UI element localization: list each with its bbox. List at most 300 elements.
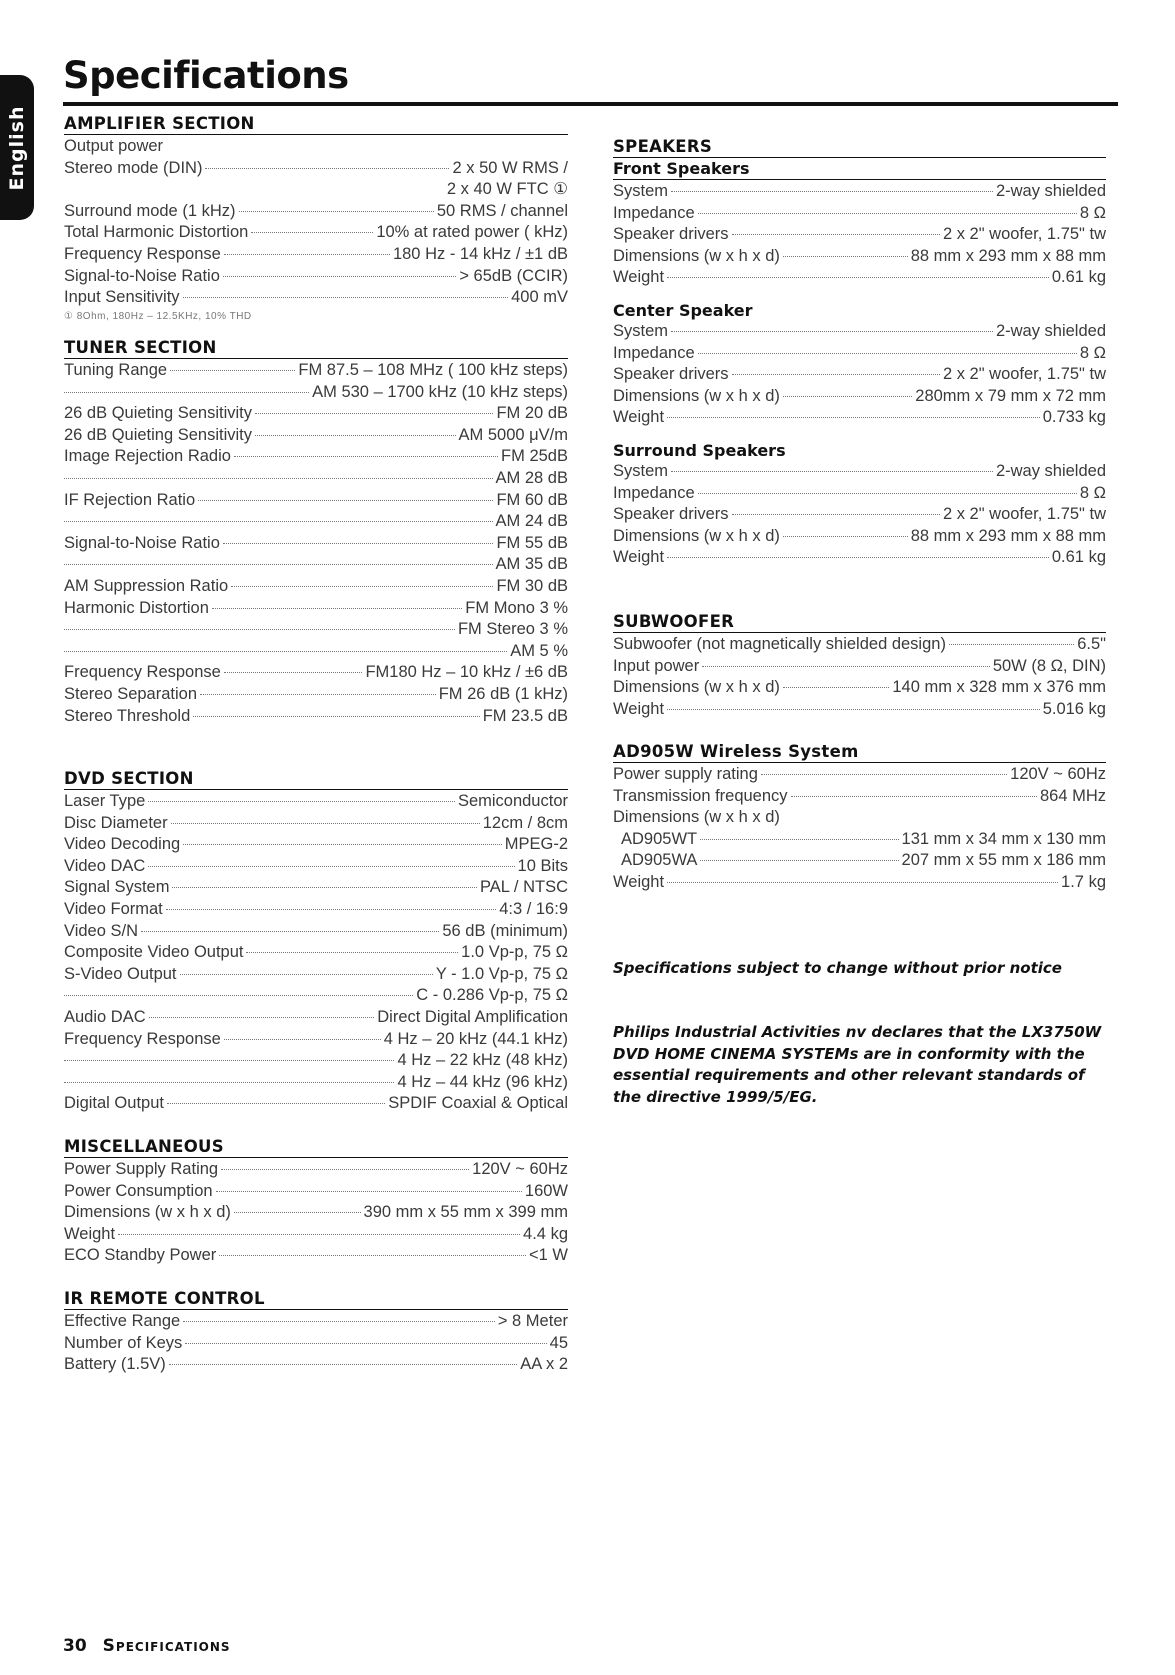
dot-leader bbox=[246, 952, 458, 953]
dot-leader bbox=[148, 866, 514, 867]
spec-label: Video Decoding bbox=[64, 835, 181, 854]
dot-leader bbox=[949, 644, 1074, 645]
spec-row bbox=[64, 158, 568, 180]
spec-row bbox=[64, 834, 568, 856]
spec-label: Signal System bbox=[64, 878, 170, 897]
spec-label: Tuning Range bbox=[64, 361, 168, 379]
dot-leader bbox=[732, 514, 940, 515]
spec-value: AM 35 dB bbox=[495, 555, 568, 574]
spec-value: 10% at rated power ( kHz) bbox=[376, 223, 568, 242]
spec-row bbox=[613, 547, 1106, 569]
spec-label: S-Video Output bbox=[64, 964, 177, 983]
spec-label: Impedance bbox=[613, 343, 695, 362]
dot-leader bbox=[148, 801, 455, 802]
spec-row bbox=[613, 764, 1106, 786]
dot-leader bbox=[783, 396, 912, 397]
spec-label: Power supply rating bbox=[613, 765, 758, 783]
spec-value: FM 25dB bbox=[501, 447, 568, 466]
spec-row bbox=[64, 201, 568, 223]
dot-leader bbox=[255, 413, 493, 414]
dvd-section bbox=[64, 769, 568, 1115]
dot-leader bbox=[169, 1364, 518, 1365]
spec-row bbox=[64, 468, 568, 490]
spec-label: Battery (1.5V) bbox=[64, 1355, 166, 1374]
spec-label: Power Consumption bbox=[64, 1181, 213, 1200]
dot-leader bbox=[64, 478, 493, 479]
spec-value: 180 Hz - 14 kHz / ±1 dB bbox=[392, 244, 568, 263]
spec-value: 160W bbox=[524, 1181, 568, 1200]
spec-label: Dimensions (w x h x d) bbox=[613, 808, 780, 827]
dot-leader bbox=[234, 456, 498, 457]
spec-row bbox=[64, 490, 568, 512]
language-label: English bbox=[6, 105, 28, 190]
wireless-rows bbox=[613, 764, 1106, 894]
spec-row bbox=[64, 899, 568, 921]
dot-leader bbox=[64, 392, 309, 393]
spec-row bbox=[64, 1159, 568, 1181]
page-title: Specifications bbox=[63, 54, 349, 97]
front-speaker-rows bbox=[613, 181, 1106, 289]
spec-label: Dimensions (w x h x d) bbox=[613, 246, 780, 265]
spec-row bbox=[613, 203, 1106, 225]
spec-value: 131 mm x 34 mm x 130 mm bbox=[901, 829, 1106, 848]
spec-value: 2-way shielded bbox=[995, 461, 1106, 480]
spec-value: AM 530 – 1700 kHz (10 kHz steps) bbox=[312, 382, 568, 401]
spec-row bbox=[64, 266, 568, 288]
spec-row bbox=[64, 1029, 568, 1051]
output-power-label: Output power bbox=[64, 137, 164, 155]
spec-value: 140 mm x 328 mm x 376 mm bbox=[892, 678, 1106, 697]
dot-leader bbox=[783, 687, 889, 688]
spec-value: Direct Digital Amplification bbox=[377, 1007, 568, 1026]
spec-value: 2 x 50 W RMS / bbox=[452, 158, 568, 177]
dot-leader bbox=[224, 254, 390, 255]
spec-row bbox=[64, 1007, 568, 1029]
spec-row bbox=[613, 872, 1106, 894]
spec-label: Number of Keys bbox=[64, 1333, 183, 1352]
spec-row bbox=[613, 850, 1106, 872]
spec-label: Impedance bbox=[613, 483, 695, 502]
spec-label: Input power bbox=[613, 656, 700, 675]
spec-row bbox=[64, 964, 568, 986]
language-tab bbox=[0, 75, 34, 220]
spec-label: Subwoofer (not magnetically shielded design) bbox=[613, 635, 946, 653]
dot-leader bbox=[200, 694, 436, 695]
spec-value: <1 W bbox=[529, 1246, 568, 1265]
dot-leader bbox=[231, 586, 493, 587]
spec-row bbox=[613, 267, 1106, 289]
spec-value: Semiconductor bbox=[457, 792, 568, 810]
spec-label: Video S/N bbox=[64, 921, 138, 940]
subtitle-row bbox=[64, 136, 568, 158]
spec-row bbox=[64, 1333, 568, 1355]
spec-label: Power Supply Rating bbox=[64, 1160, 219, 1178]
spec-label: 26 dB Quieting Sensitivity bbox=[64, 404, 253, 423]
spec-label: AD905WT bbox=[621, 829, 698, 848]
dot-leader bbox=[239, 211, 434, 212]
conformity-notice: Philips Industrial Activities nv declares that the LX3750W DVD HOME CINEMA SYSTEMs are in conformity with the essential requirements and other relevant standards of the directive 1999/5/EG. bbox=[613, 1023, 1102, 1106]
surround-speakers-title: Surround Speakers bbox=[613, 440, 786, 460]
spec-label: Dimensions (w x h x d) bbox=[64, 1203, 231, 1222]
spec-row bbox=[613, 677, 1106, 699]
dot-leader bbox=[783, 256, 908, 257]
spec-value: FM 20 dB bbox=[496, 404, 568, 423]
dot-leader bbox=[183, 1321, 495, 1322]
dot-leader bbox=[216, 1191, 522, 1192]
dot-leader bbox=[212, 608, 462, 609]
dvd-rows bbox=[64, 791, 568, 1115]
spec-row bbox=[613, 786, 1106, 808]
spec-label: Weight bbox=[613, 872, 665, 891]
dot-leader bbox=[671, 331, 993, 332]
dot-leader bbox=[171, 823, 480, 824]
spec-row bbox=[613, 224, 1106, 246]
spec-value: 400 mV bbox=[511, 288, 568, 307]
dot-leader bbox=[149, 1017, 375, 1018]
dot-leader bbox=[255, 435, 456, 436]
spec-row bbox=[613, 407, 1106, 429]
spec-row bbox=[64, 222, 568, 244]
subwoofer-rows bbox=[613, 634, 1106, 720]
spec-label: 26 dB Quieting Sensitivity bbox=[64, 425, 253, 444]
amplifier-section bbox=[64, 114, 568, 325]
footnote: ① 8Ohm, 180Hz – 12.5KHz, 10% THD bbox=[64, 310, 252, 322]
spec-value: 864 MHz bbox=[1039, 786, 1106, 805]
spec-value: 4:3 / 16:9 bbox=[499, 899, 568, 918]
spec-label: Speaker drivers bbox=[613, 225, 729, 244]
dot-leader bbox=[118, 1234, 520, 1235]
dot-leader bbox=[64, 564, 493, 565]
footer-label: Specifications bbox=[102, 1636, 231, 1656]
dot-leader bbox=[183, 844, 502, 845]
spec-label: Frequency Response bbox=[64, 663, 221, 682]
spec-row bbox=[613, 699, 1106, 721]
spec-row bbox=[64, 813, 568, 835]
spec-row bbox=[64, 403, 568, 425]
section-title: AD905W Wireless System bbox=[613, 742, 1106, 763]
dot-leader bbox=[64, 1082, 394, 1083]
section-title: TUNER SECTION bbox=[64, 338, 568, 359]
spec-value: SPDIF Coaxial & Optical bbox=[388, 1094, 568, 1113]
spec-value: 4.4 kg bbox=[523, 1224, 568, 1243]
spec-value: > 65dB (CCIR) bbox=[459, 266, 568, 285]
spec-value: > 8 Meter bbox=[497, 1312, 568, 1330]
spec-row bbox=[64, 244, 568, 266]
spec-row bbox=[613, 246, 1106, 268]
spec-row bbox=[64, 706, 568, 728]
spec-row bbox=[64, 619, 568, 641]
spec-row bbox=[613, 634, 1106, 656]
spec-row bbox=[64, 360, 568, 382]
dot-leader bbox=[791, 796, 1037, 797]
spec-value: 0.733 kg bbox=[1042, 408, 1106, 427]
spec-row bbox=[64, 1093, 568, 1115]
dot-leader bbox=[223, 543, 494, 544]
spec-value: 280mm x 79 mm x 72 mm bbox=[915, 386, 1106, 405]
dot-leader bbox=[64, 1060, 394, 1061]
spec-row bbox=[64, 382, 568, 404]
dot-leader bbox=[64, 629, 455, 630]
spec-row bbox=[64, 554, 568, 576]
spec-value: FM 30 dB bbox=[496, 576, 568, 595]
spec-value: 2 x 40 W FTC ① bbox=[446, 180, 568, 199]
spec-label: Video DAC bbox=[64, 856, 146, 875]
spec-row bbox=[613, 483, 1106, 505]
spec-value: 2-way shielded bbox=[995, 321, 1106, 340]
dot-leader bbox=[761, 774, 1007, 775]
spec-row bbox=[64, 598, 568, 620]
center-speaker-rows bbox=[613, 321, 1106, 429]
spec-row bbox=[64, 662, 568, 684]
spec-value: FM Stereo 3 % bbox=[457, 620, 568, 639]
spec-row bbox=[613, 807, 1106, 829]
page-footer bbox=[63, 1636, 231, 1656]
spec-value: 56 dB (minimum) bbox=[442, 921, 568, 940]
spec-value: AM 28 dB bbox=[495, 468, 568, 487]
spec-label: Frequency Response bbox=[64, 244, 221, 263]
spec-row bbox=[64, 446, 568, 468]
spec-label: System bbox=[613, 461, 669, 480]
spec-value: 5.016 kg bbox=[1042, 699, 1106, 718]
spec-value: FM 87.5 – 108 MHz ( 100 kHz steps) bbox=[298, 361, 568, 379]
subwoofer-section bbox=[613, 612, 1106, 720]
spec-label: Weight bbox=[613, 408, 665, 427]
spec-label: Surround mode (1 kHz) bbox=[64, 201, 236, 220]
spec-value: 8 Ω bbox=[1079, 343, 1106, 362]
spec-label: AD905WA bbox=[621, 851, 698, 870]
spec-label: Stereo Separation bbox=[64, 684, 198, 703]
page-number: 30 bbox=[63, 1636, 87, 1656]
spec-value: 6.5" bbox=[1077, 635, 1106, 653]
ir-remote-section bbox=[64, 1289, 568, 1376]
spec-value: 4 Hz – 44 kHz (96 kHz) bbox=[397, 1072, 568, 1091]
spec-row bbox=[613, 364, 1106, 386]
spec-row bbox=[64, 1050, 568, 1072]
wireless-section bbox=[613, 742, 1106, 894]
spec-label: Stereo Threshold bbox=[64, 706, 191, 725]
dot-leader bbox=[732, 234, 940, 235]
spec-value: 45 bbox=[549, 1333, 568, 1352]
spec-row bbox=[613, 386, 1106, 408]
dot-leader bbox=[166, 909, 496, 910]
dot-leader bbox=[64, 521, 493, 522]
spec-row bbox=[613, 526, 1106, 548]
spec-row bbox=[64, 287, 568, 309]
spec-label: AM Suppression Ratio bbox=[64, 576, 229, 595]
spec-value: Y - 1.0 Vp-p, 75 Ω bbox=[435, 964, 568, 983]
spec-value: 10 Bits bbox=[517, 856, 568, 875]
section-title: SPEAKERS bbox=[613, 137, 1106, 158]
spec-row bbox=[64, 1224, 568, 1246]
speakers-section bbox=[613, 137, 1106, 569]
spec-value: 1.7 kg bbox=[1061, 872, 1106, 891]
spec-value: 1.0 Vp-p, 75 Ω bbox=[461, 943, 568, 962]
spec-value: 88 mm x 293 mm x 88 mm bbox=[910, 246, 1106, 265]
spec-label: Disc Diameter bbox=[64, 813, 168, 832]
spec-value: 0.61 kg bbox=[1051, 548, 1106, 567]
dot-leader bbox=[667, 557, 1049, 558]
spec-row bbox=[64, 985, 568, 1007]
spec-row bbox=[64, 1181, 568, 1203]
spec-value: FM180 Hz – 10 kHz / ±6 dB bbox=[365, 663, 568, 682]
spec-label: System bbox=[613, 321, 669, 340]
spec-row bbox=[64, 1072, 568, 1094]
spec-row bbox=[64, 641, 568, 663]
dot-leader bbox=[64, 995, 413, 996]
dot-leader bbox=[698, 353, 1077, 354]
spec-row bbox=[64, 1245, 568, 1267]
misc-rows bbox=[64, 1159, 568, 1267]
spec-value: FM 26 dB (1 kHz) bbox=[438, 684, 568, 703]
spec-row bbox=[64, 533, 568, 555]
spec-value: 50 RMS / channel bbox=[436, 201, 568, 220]
spec-row bbox=[64, 1354, 568, 1376]
spec-row bbox=[64, 1311, 568, 1333]
spec-value: 4 Hz – 22 kHz (48 kHz) bbox=[397, 1051, 568, 1070]
dot-leader bbox=[698, 493, 1077, 494]
spec-label: System bbox=[613, 182, 669, 200]
section-title: IR REMOTE CONTROL bbox=[64, 1289, 568, 1310]
dot-leader bbox=[172, 887, 477, 888]
spec-label: Dimensions (w x h x d) bbox=[613, 386, 780, 405]
spec-label: Signal-to-Noise Ratio bbox=[64, 533, 220, 552]
spec-value: 390 mm x 55 mm x 399 mm bbox=[363, 1203, 568, 1222]
spec-value: AA x 2 bbox=[520, 1355, 568, 1374]
spec-label: Audio DAC bbox=[64, 1007, 146, 1026]
dot-leader bbox=[671, 471, 993, 472]
spec-row bbox=[64, 921, 568, 943]
spec-label: Total Harmonic Distortion bbox=[64, 223, 249, 242]
spec-value: FM 60 dB bbox=[496, 490, 568, 509]
dot-leader bbox=[183, 297, 509, 298]
spec-value: FM 23.5 dB bbox=[482, 706, 568, 725]
spec-label: Dimensions (w x h x d) bbox=[613, 678, 780, 697]
spec-label: Weight bbox=[613, 548, 665, 567]
dot-leader bbox=[167, 1103, 385, 1104]
spec-value: MPEG-2 bbox=[504, 835, 568, 854]
spec-label: Dimensions (w x h x d) bbox=[613, 526, 780, 545]
spec-value: 8 Ω bbox=[1079, 483, 1106, 502]
spec-label: Image Rejection Radio bbox=[64, 447, 231, 466]
spec-label: Effective Range bbox=[64, 1312, 181, 1330]
spec-label: Speaker drivers bbox=[613, 505, 729, 524]
spec-value: 8 Ω bbox=[1079, 203, 1106, 222]
dot-leader bbox=[698, 213, 1077, 214]
spec-label: Video Format bbox=[64, 899, 163, 918]
misc-section bbox=[64, 1137, 568, 1267]
dot-leader bbox=[141, 931, 439, 932]
spec-row bbox=[613, 829, 1106, 851]
dot-leader bbox=[219, 1255, 526, 1256]
spec-row bbox=[613, 181, 1106, 203]
spec-label: Weight bbox=[613, 268, 665, 287]
spec-value: FM 55 dB bbox=[496, 533, 568, 552]
dot-leader bbox=[732, 374, 940, 375]
spec-label: Weight bbox=[64, 1224, 116, 1243]
dot-leader bbox=[251, 232, 373, 233]
spec-value: 4 Hz – 20 kHz (44.1 kHz) bbox=[383, 1029, 568, 1048]
spec-label: IF Rejection Ratio bbox=[64, 490, 196, 509]
front-speakers-title: Front Speakers bbox=[613, 159, 1106, 180]
spec-row bbox=[64, 179, 568, 201]
spec-label: Input Sensitivity bbox=[64, 288, 180, 307]
spec-label: Stereo mode (DIN) bbox=[64, 158, 203, 177]
dot-leader bbox=[667, 417, 1040, 418]
dot-leader bbox=[185, 1343, 546, 1344]
spec-label: Transmission frequency bbox=[613, 786, 788, 805]
spec-label: Digital Output bbox=[64, 1094, 164, 1113]
spec-value: AM 5 % bbox=[510, 641, 568, 660]
title-rule bbox=[63, 102, 1118, 106]
dot-leader bbox=[700, 860, 898, 861]
amplifier-rows bbox=[64, 158, 568, 309]
spec-value: C - 0.286 Vp-p, 75 Ω bbox=[416, 986, 568, 1005]
section-title: DVD SECTION bbox=[64, 769, 568, 790]
dot-leader bbox=[224, 1039, 381, 1040]
spec-row bbox=[64, 877, 568, 899]
center-speaker-title: Center Speaker bbox=[613, 300, 753, 320]
spec-value: AM 5000 μV/m bbox=[458, 425, 568, 444]
dot-leader bbox=[224, 672, 363, 673]
dot-leader bbox=[702, 666, 990, 667]
spec-value: PAL / NTSC bbox=[479, 878, 568, 897]
spec-value: 12cm / 8cm bbox=[482, 813, 568, 832]
spec-value: 2 x 2" woofer, 1.75" tw bbox=[942, 505, 1106, 524]
dot-leader bbox=[64, 651, 507, 652]
spec-value: 50W (8 Ω, DIN) bbox=[992, 656, 1106, 675]
spec-label: Signal-to-Noise Ratio bbox=[64, 266, 220, 285]
spec-row bbox=[64, 425, 568, 447]
spec-row bbox=[64, 684, 568, 706]
dot-leader bbox=[783, 536, 908, 537]
section-title: AMPLIFIER SECTION bbox=[64, 114, 568, 135]
spec-label: Laser Type bbox=[64, 792, 146, 810]
spec-row bbox=[64, 942, 568, 964]
spec-row bbox=[613, 321, 1106, 343]
section-title: MISCELLANEOUS bbox=[64, 1137, 568, 1158]
dot-leader bbox=[223, 276, 456, 277]
spec-value: 207 mm x 55 mm x 186 mm bbox=[901, 851, 1106, 870]
spec-row bbox=[64, 511, 568, 533]
spec-row bbox=[64, 856, 568, 878]
spec-value: 120V ~ 60Hz bbox=[472, 1160, 568, 1178]
spec-label: Speaker drivers bbox=[613, 365, 729, 384]
spec-value: 0.61 kg bbox=[1051, 268, 1106, 287]
change-notice: Specifications subject to change without prior notice bbox=[613, 959, 1062, 977]
spec-row bbox=[613, 343, 1106, 365]
dot-leader bbox=[193, 716, 479, 717]
spec-label: ECO Standby Power bbox=[64, 1246, 217, 1265]
spec-row bbox=[64, 1202, 568, 1224]
spec-value: FM Mono 3 % bbox=[465, 598, 568, 617]
tuner-section bbox=[64, 338, 568, 727]
spec-value: 2 x 2" woofer, 1.75" tw bbox=[942, 365, 1106, 384]
dot-leader bbox=[667, 882, 1058, 883]
dot-leader bbox=[667, 709, 1040, 710]
spec-label: Weight bbox=[613, 699, 665, 718]
spec-value: 88 mm x 293 mm x 88 mm bbox=[910, 526, 1106, 545]
spec-label: Harmonic Distortion bbox=[64, 598, 209, 617]
dot-leader bbox=[170, 370, 295, 371]
spec-row bbox=[613, 504, 1106, 526]
dot-leader bbox=[180, 974, 433, 975]
spec-value: AM 24 dB bbox=[495, 512, 568, 531]
spec-row bbox=[613, 656, 1106, 678]
spec-value: 2-way shielded bbox=[995, 182, 1106, 200]
dot-leader bbox=[205, 168, 449, 169]
spec-label: Frequency Response bbox=[64, 1029, 221, 1048]
spec-row bbox=[64, 576, 568, 598]
